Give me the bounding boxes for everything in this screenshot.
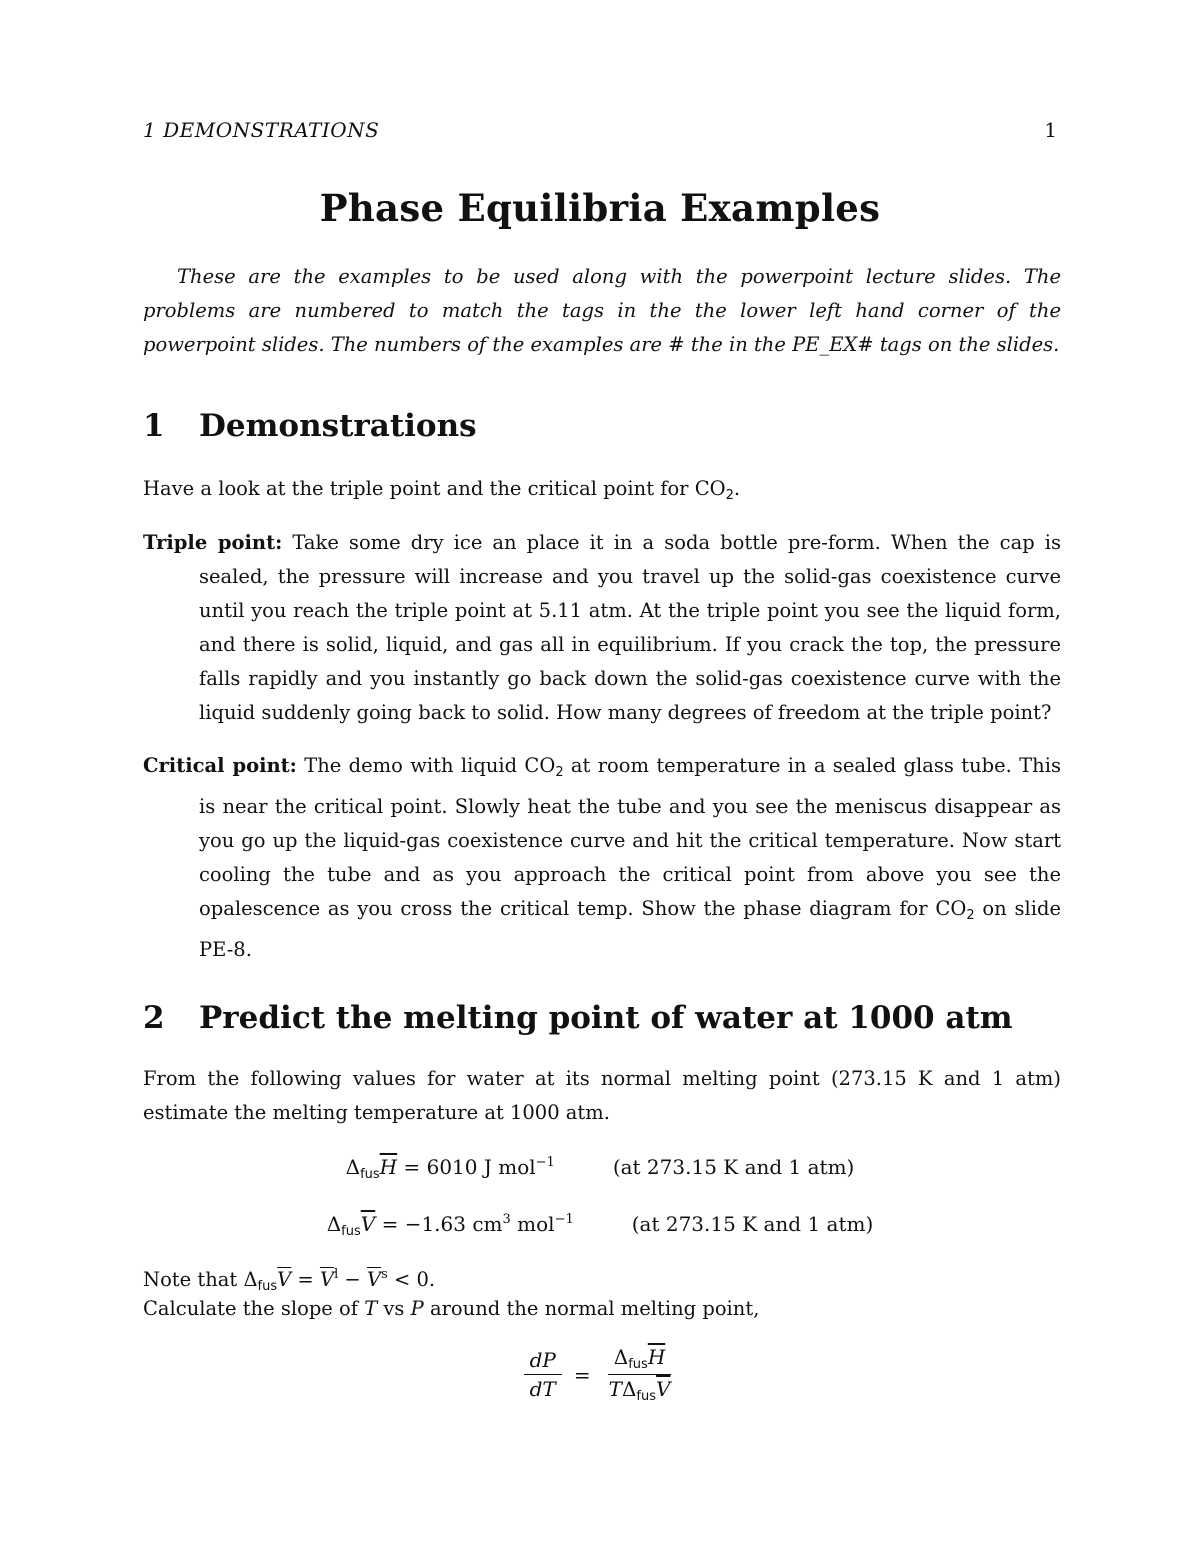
section-heading-1 xyxy=(143,408,477,444)
rhs-fraction xyxy=(603,1345,677,1404)
subscript: 2 xyxy=(555,765,564,780)
delta-symbol: Δ xyxy=(243,1268,258,1291)
subscript: fus xyxy=(628,1357,648,1372)
operator: = xyxy=(291,1268,320,1291)
abstract: These are the examples to be used along with the powerpoint lecture slides. The problems are numbered to match the tags in the the lower left hand corner of the powerpoint slides. The numbers of the examples are # the in the PE_EX# tags on the slides. xyxy=(143,265,1061,356)
delta-symbol: Δ xyxy=(613,1345,629,1369)
exponent: −1 xyxy=(554,1212,574,1227)
note-end: < 0. xyxy=(387,1268,436,1291)
section-1-intro xyxy=(143,472,1061,513)
delta-symbol: Δ xyxy=(621,1377,637,1401)
section-number: 2 xyxy=(143,1000,165,1036)
superscript: l xyxy=(334,1267,339,1282)
variable: T xyxy=(364,1297,378,1320)
critical-point-text-a: The demo with liquid CO xyxy=(304,754,556,777)
value: = −1.63 cm xyxy=(375,1212,503,1236)
running-header-section: 1 DEMONSTRATIONS xyxy=(143,118,380,142)
variable: $\overline{H}$ xyxy=(379,1155,398,1179)
document-title: Phase Equilibria Examples xyxy=(319,186,881,230)
section-2-intro: From the following values for water at its normal melting point (273.15 K and 1 atm) estimate the melting temperature at 1000 atm. xyxy=(143,1067,1061,1124)
subscript: fus xyxy=(341,1224,361,1239)
running-header xyxy=(143,118,1057,142)
variable: $\overline{V}$ xyxy=(277,1268,292,1291)
page-number: 1 xyxy=(1044,118,1057,142)
section-title: Demonstrations xyxy=(199,408,477,444)
variable: $\overline{V}$ xyxy=(655,1377,671,1401)
triple-point-item xyxy=(143,526,1061,730)
subscript: 2 xyxy=(966,908,975,923)
slope-text: Calculate the slope of xyxy=(143,1297,365,1320)
numerator: dP xyxy=(524,1348,562,1375)
critical-point-text-c: on slide PE-8. xyxy=(199,897,1061,961)
subscript: fus xyxy=(636,1389,656,1404)
denominator xyxy=(603,1375,677,1404)
unit: mol xyxy=(510,1212,555,1236)
exponent: −1 xyxy=(535,1155,555,1170)
variable: P xyxy=(410,1297,424,1320)
equation-enthalpy xyxy=(0,1155,1200,1182)
note-text: Note that xyxy=(143,1268,244,1291)
critical-point-term: Critical point: xyxy=(143,754,297,777)
triple-point-term: Triple point: xyxy=(143,531,283,554)
section-number: 1 xyxy=(143,408,165,444)
slope-text: vs xyxy=(377,1297,411,1320)
condition: (at 273.15 K and 1 atm) xyxy=(612,1155,855,1179)
operator: − xyxy=(338,1268,367,1291)
value: = 6010 J mol xyxy=(397,1155,536,1179)
intro-text: Have a look at the triple point and the critical point for CO xyxy=(143,477,726,500)
denominator: dT xyxy=(529,1377,556,1401)
section-title: Predict the melting point of water at 1000 atm xyxy=(199,1000,1013,1036)
condition: (at 273.15 K and 1 atm) xyxy=(631,1212,874,1236)
numerator xyxy=(608,1345,672,1375)
delta-symbol: Δ xyxy=(326,1212,342,1236)
section-heading-2 xyxy=(143,1000,1013,1036)
equation-volume xyxy=(0,1212,1200,1239)
critical-point-item xyxy=(143,749,1061,967)
equals-sign: = xyxy=(573,1362,591,1387)
superscript: s xyxy=(381,1267,388,1282)
variable: $\overline{V}$ xyxy=(360,1212,376,1236)
subscript: fus xyxy=(360,1167,380,1182)
variable: T xyxy=(608,1377,622,1401)
subscript: 2 xyxy=(725,488,734,503)
lhs-fraction xyxy=(524,1348,562,1401)
triple-point-text: Take some dry ice an place it in a soda bottle pre-form. When the cap is sealed, the pressure will increase and you travel up the solid-gas coexistence curve until you reach the triple point at 5.11 atm. At the triple point you see the liquid form, and there is solid, liquid, and gas all in equilibrium. If you crack the top, the pressure falls rapidly and you instantly go back down the solid-gas coexistence curve with the liquid suddenly going back to solid. How many degrees of freedom at the triple point? xyxy=(199,531,1061,724)
variable: $\overline{V}$ xyxy=(319,1268,335,1291)
delta-symbol: Δ xyxy=(345,1155,361,1179)
clapeyron-equation xyxy=(0,1345,1200,1404)
critical-point-text-b: at room temperature in a sealed glass tube. This is near the critical point. Slowly heat the tube and you see the meniscus disappear as you go up the liquid-gas coexistence curve and hit the critical temperature. Now start cooling the tube and as you approach the critical point from above you see the opalescence as you cross the critical temp. Show the phase diagram for CO xyxy=(199,754,1061,920)
slope-text: around the normal melting point, xyxy=(423,1297,760,1320)
intro-end: . xyxy=(733,477,741,500)
variable: $\overline{V}$ xyxy=(366,1268,382,1291)
subscript: fus xyxy=(257,1279,278,1294)
slope-line xyxy=(143,1292,1061,1326)
exponent: 3 xyxy=(502,1212,511,1227)
variable: $\overline{H}$ xyxy=(647,1345,666,1369)
